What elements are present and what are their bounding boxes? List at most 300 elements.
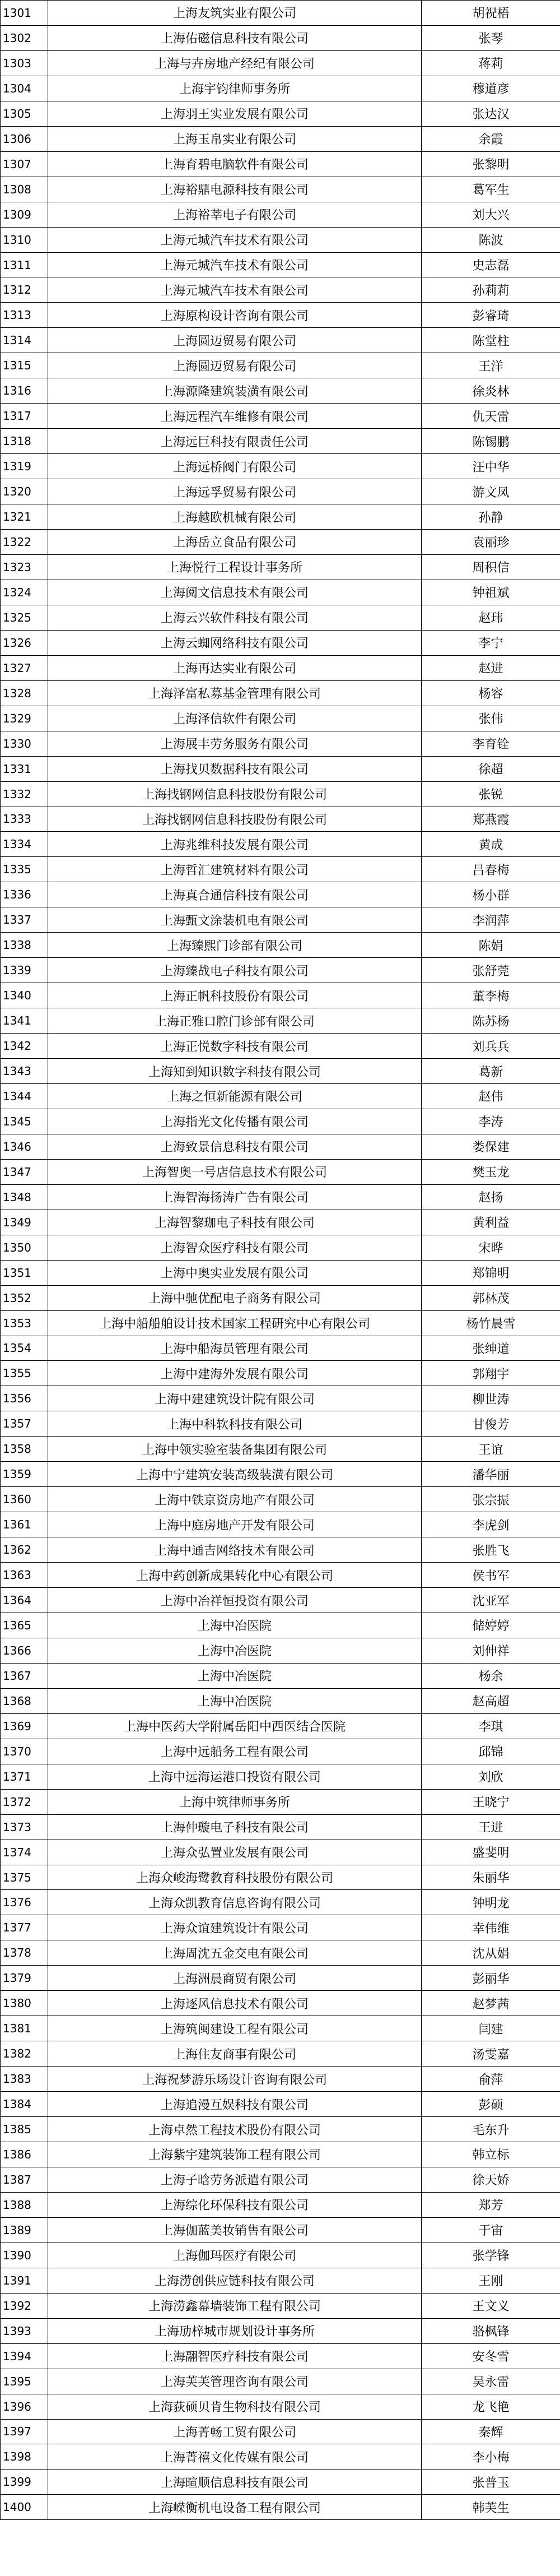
person-name-cell: 龙飞艳	[422, 2394, 560, 2419]
person-name-cell: 娄保建	[422, 1134, 560, 1159]
row-number-cell: 1351	[1, 1260, 48, 1285]
table-row	[1, 832, 560, 857]
table-row	[1, 227, 560, 252]
row-number-cell: 1314	[1, 328, 48, 353]
table-row	[1, 655, 560, 680]
row-number-cell: 1336	[1, 882, 48, 907]
person-name-cell: 彭睿琦	[422, 303, 560, 328]
table-row	[1, 983, 560, 1008]
row-number-cell: 1396	[1, 2394, 48, 2419]
row-number-cell: 1380	[1, 1991, 48, 2016]
company-name-cell: 上海再达实业有限公司	[48, 655, 422, 680]
row-number-cell: 1388	[1, 2192, 48, 2217]
row-number-cell: 1360	[1, 1487, 48, 1512]
row-number-cell: 1368	[1, 1688, 48, 1713]
table-row	[1, 1638, 560, 1663]
row-number-cell: 1383	[1, 2067, 48, 2092]
company-name-cell: 上海涝创供应链科技有限公司	[48, 2268, 422, 2293]
person-name-cell: 储婷婷	[422, 1613, 560, 1638]
row-number-cell: 1303	[1, 50, 48, 76]
row-number-cell: 1389	[1, 2217, 48, 2243]
table-row	[1, 1, 560, 26]
person-name-cell: 黄成	[422, 832, 560, 857]
person-name-cell: 张黎明	[422, 151, 560, 177]
company-name-cell: 上海中宁建筑安装高级装潢有限公司	[48, 1462, 422, 1487]
table-row	[1, 1840, 560, 1865]
person-name-cell: 徐超	[422, 756, 560, 781]
person-name-cell: 杨余	[422, 1663, 560, 1688]
table-row	[1, 479, 560, 504]
person-name-cell: 葛军生	[422, 177, 560, 202]
table-row	[1, 680, 560, 706]
table-row	[1, 1260, 560, 1285]
row-number-cell: 1335	[1, 857, 48, 882]
row-number-cell: 1301	[1, 1, 48, 26]
person-name-cell: 闫建	[422, 2016, 560, 2041]
row-number-cell: 1309	[1, 202, 48, 227]
table-row	[1, 1764, 560, 1789]
person-name-cell: 葛新	[422, 1059, 560, 1084]
person-name-cell: 张普玉	[422, 2470, 560, 2495]
table-row	[1, 1688, 560, 1713]
table-row	[1, 2217, 560, 2243]
table-row	[1, 907, 560, 933]
table-row	[1, 177, 560, 202]
company-name-cell: 上海筑闽建设工程有限公司	[48, 2016, 422, 2041]
row-number-cell: 1325	[1, 605, 48, 630]
table-row	[1, 76, 560, 101]
person-name-cell: 陈苏杨	[422, 1008, 560, 1034]
row-number-cell: 1348	[1, 1184, 48, 1210]
person-name-cell: 沈从娟	[422, 1940, 560, 1966]
person-name-cell: 毛东升	[422, 2117, 560, 2142]
row-number-cell: 1374	[1, 1840, 48, 1865]
person-name-cell: 吕春梅	[422, 857, 560, 882]
company-name-cell: 上海知到知识数字科技有限公司	[48, 1059, 422, 1084]
person-name-cell: 胡祝梧	[422, 1, 560, 26]
row-number-cell: 1355	[1, 1361, 48, 1386]
row-number-cell: 1363	[1, 1563, 48, 1588]
row-number-cell: 1316	[1, 378, 48, 404]
person-name-cell: 甘俊芳	[422, 1411, 560, 1437]
company-name-cell: 上海仲璇电子科技有限公司	[48, 1814, 422, 1840]
person-name-cell: 秦辉	[422, 2419, 560, 2444]
row-number-cell: 1347	[1, 1159, 48, 1184]
person-name-cell: 史志磊	[422, 252, 560, 277]
company-name-cell: 上海原构设计咨询有限公司	[48, 303, 422, 328]
row-number-cell: 1397	[1, 2419, 48, 2444]
row-number-cell: 1400	[1, 2495, 48, 2520]
person-name-cell: 穆道彦	[422, 76, 560, 101]
company-name-cell: 上海之恒新能源有限公司	[48, 1083, 422, 1109]
company-name-cell: 上海越欧机械有限公司	[48, 504, 422, 530]
table-row	[1, 1663, 560, 1688]
row-number-cell: 1312	[1, 277, 48, 303]
table-row	[1, 1890, 560, 1915]
row-number-cell: 1341	[1, 1008, 48, 1034]
row-number-cell: 1323	[1, 554, 48, 580]
table-row	[1, 378, 560, 404]
row-number-cell: 1398	[1, 2444, 48, 2470]
company-name-cell: 上海中冶医院	[48, 1663, 422, 1688]
row-number-cell: 1373	[1, 1814, 48, 1840]
company-name-cell: 上海中通吉网络技术有限公司	[48, 1537, 422, 1563]
company-name-cell: 上海芙芙管理咨询有限公司	[48, 2369, 422, 2394]
table-row	[1, 2394, 560, 2419]
company-name-cell: 上海暄顺信息科技有限公司	[48, 2470, 422, 2495]
company-name-cell: 上海智海扬涛广告有限公司	[48, 1184, 422, 1210]
company-name-cell: 上海育碧电脑软件有限公司	[48, 151, 422, 177]
company-name-cell: 上海友筑实业有限公司	[48, 1, 422, 26]
company-name-cell: 上海甄文涂装机电有限公司	[48, 907, 422, 933]
row-number-cell: 1302	[1, 25, 48, 50]
company-name-cell: 上海真合通信科技有限公司	[48, 882, 422, 907]
table-row	[1, 1159, 560, 1184]
person-name-cell: 彭丽华	[422, 1966, 560, 1991]
table-row	[1, 1134, 560, 1159]
company-name-cell: 上海中驰优配电子商务有限公司	[48, 1285, 422, 1310]
person-name-cell: 赵梦茜	[422, 1991, 560, 2016]
company-name-cell: 上海逐风信息技术有限公司	[48, 1991, 422, 2016]
row-number-cell: 1356	[1, 1386, 48, 1411]
person-name-cell: 王刚	[422, 2268, 560, 2293]
row-number-cell: 1313	[1, 303, 48, 328]
company-name-cell: 上海菁禧文化传媒有限公司	[48, 2444, 422, 2470]
row-number-cell: 1338	[1, 933, 48, 958]
company-name-cell: 上海周沈五金交电有限公司	[48, 1940, 422, 1966]
company-name-cell: 上海展丰劳务服务有限公司	[48, 731, 422, 756]
row-number-cell: 1329	[1, 706, 48, 731]
person-name-cell: 柳世涛	[422, 1386, 560, 1411]
person-name-cell: 刘大兴	[422, 202, 560, 227]
person-name-cell: 张伟	[422, 706, 560, 731]
row-number-cell: 1324	[1, 580, 48, 605]
company-name-cell: 上海卓然工程技术股份有限公司	[48, 2117, 422, 2142]
row-number-cell: 1391	[1, 2268, 48, 2293]
company-name-cell: 上海致景信息科技有限公司	[48, 1134, 422, 1159]
row-number-cell: 1393	[1, 2318, 48, 2343]
person-name-cell: 安冬雪	[422, 2343, 560, 2369]
person-name-cell: 俞萍	[422, 2067, 560, 2092]
person-name-cell: 宋晔	[422, 1235, 560, 1260]
company-name-cell: 上海远巨科技有限责任公司	[48, 429, 422, 454]
company-name-cell: 上海中远船务工程有限公司	[48, 1739, 422, 1764]
company-name-cell: 上海荻硕贝肯生物科技有限公司	[48, 2394, 422, 2419]
company-name-cell: 上海中领实验室装备集团有限公司	[48, 1437, 422, 1462]
table-row	[1, 2444, 560, 2470]
company-name-cell: 上海中冶医院	[48, 1638, 422, 1663]
row-number-cell: 1394	[1, 2343, 48, 2369]
row-number-cell: 1357	[1, 1411, 48, 1437]
person-name-cell: 樊玉龙	[422, 1159, 560, 1184]
person-name-cell: 李虎剑	[422, 1512, 560, 1537]
company-name-cell: 上海洲晨商贸有限公司	[48, 1966, 422, 1991]
person-name-cell: 韩芙生	[422, 2495, 560, 2520]
row-number-cell: 1358	[1, 1437, 48, 1462]
person-name-cell: 潘华丽	[422, 1462, 560, 1487]
row-number-cell: 1308	[1, 177, 48, 202]
row-number-cell: 1369	[1, 1713, 48, 1739]
person-name-cell: 刘欣	[422, 1764, 560, 1789]
person-name-cell: 徐天娇	[422, 2167, 560, 2192]
row-number-cell: 1354	[1, 1336, 48, 1361]
table-row	[1, 1588, 560, 1613]
table-row	[1, 404, 560, 429]
person-name-cell: 袁丽珍	[422, 530, 560, 555]
company-name-cell: 上海中建建筑设计院有限公司	[48, 1386, 422, 1411]
company-name-cell: 上海悦行工程设计事务所	[48, 554, 422, 580]
company-name-cell: 上海圆迈贸易有限公司	[48, 353, 422, 378]
company-name-cell: 上海智黎珈电子科技有限公司	[48, 1210, 422, 1235]
company-name-cell: 上海找贝数据科技有限公司	[48, 756, 422, 781]
row-number-cell: 1386	[1, 2142, 48, 2167]
row-number-cell: 1340	[1, 983, 48, 1008]
company-name-cell: 上海中冶祥恒投资有限公司	[48, 1588, 422, 1613]
row-number-cell: 1304	[1, 76, 48, 101]
table-row	[1, 1739, 560, 1764]
company-name-cell: 上海泽信软件有限公司	[48, 706, 422, 731]
company-name-cell: 上海众峻海鹭教育科技股份有限公司	[48, 1865, 422, 1890]
company-name-cell: 上海中筑律师事务所	[48, 1789, 422, 1814]
row-number-cell: 1381	[1, 2016, 48, 2041]
table-row	[1, 580, 560, 605]
table-row	[1, 933, 560, 958]
person-name-cell: 孙静	[422, 504, 560, 530]
table-row	[1, 1487, 560, 1512]
company-name-cell: 上海阅文信息技术有限公司	[48, 580, 422, 605]
person-name-cell: 李宁	[422, 630, 560, 655]
company-name-cell: 上海中铁京资房地产有限公司	[48, 1487, 422, 1512]
person-name-cell: 李涛	[422, 1109, 560, 1134]
person-name-cell: 张舒莞	[422, 958, 560, 983]
company-name-cell: 上海圆迈贸易有限公司	[48, 328, 422, 353]
company-name-cell: 上海伽蓝美妆销售有限公司	[48, 2217, 422, 2243]
table-row	[1, 1083, 560, 1109]
row-number-cell: 1342	[1, 1034, 48, 1059]
table-row	[1, 2016, 560, 2041]
row-number-cell: 1318	[1, 429, 48, 454]
person-name-cell: 张琴	[422, 25, 560, 50]
row-number-cell: 1372	[1, 1789, 48, 1814]
row-number-cell: 1339	[1, 958, 48, 983]
row-number-cell: 1307	[1, 151, 48, 177]
row-number-cell: 1311	[1, 252, 48, 277]
table-row	[1, 2192, 560, 2217]
row-number-cell: 1376	[1, 1890, 48, 1915]
row-number-cell: 1375	[1, 1865, 48, 1890]
person-name-cell: 赵扬	[422, 1184, 560, 1210]
table-row	[1, 1386, 560, 1411]
person-name-cell: 张绅道	[422, 1336, 560, 1361]
company-name-cell: 上海智奥一号店信息技术有限公司	[48, 1159, 422, 1184]
table-row	[1, 2243, 560, 2268]
person-name-cell: 李育铨	[422, 731, 560, 756]
person-name-cell: 张达汉	[422, 101, 560, 126]
table-row	[1, 2495, 560, 2520]
row-number-cell: 1379	[1, 1966, 48, 1991]
person-name-cell: 陈娟	[422, 933, 560, 958]
person-name-cell: 韩立标	[422, 2142, 560, 2167]
row-number-cell: 1399	[1, 2470, 48, 2495]
person-name-cell: 汤雯嘉	[422, 2041, 560, 2067]
company-name-cell: 上海中船海员管理有限公司	[48, 1336, 422, 1361]
table-row	[1, 2293, 560, 2318]
row-number-cell: 1359	[1, 1462, 48, 1487]
table-row	[1, 1235, 560, 1260]
company-name-cell: 上海羽王实业发展有限公司	[48, 101, 422, 126]
table-row	[1, 2067, 560, 2092]
company-name-cell: 上海中奥实业发展有限公司	[48, 1260, 422, 1285]
person-name-cell: 李润萍	[422, 907, 560, 933]
table-row	[1, 429, 560, 454]
table-row	[1, 2419, 560, 2444]
table-row	[1, 1462, 560, 1487]
row-number-cell: 1390	[1, 2243, 48, 2268]
row-number-cell: 1387	[1, 2167, 48, 2192]
table-row	[1, 504, 560, 530]
row-number-cell: 1317	[1, 404, 48, 429]
table-row	[1, 126, 560, 151]
table-row	[1, 2318, 560, 2343]
row-number-cell: 1350	[1, 1235, 48, 1260]
company-name-cell: 上海云兴软件科技有限公司	[48, 605, 422, 630]
company-name-cell: 上海兆维科技发展有限公司	[48, 832, 422, 857]
company-name-cell: 上海智众医疗科技有限公司	[48, 1235, 422, 1260]
table-row	[1, 530, 560, 555]
person-name-cell: 钟明龙	[422, 1890, 560, 1915]
row-number-cell: 1361	[1, 1512, 48, 1537]
table-row	[1, 1059, 560, 1084]
table-row	[1, 1865, 560, 1890]
person-name-cell: 郑芳	[422, 2192, 560, 2217]
company-name-cell: 上海中远海运港口投资有限公司	[48, 1764, 422, 1789]
company-name-cell: 上海祝梦游乐场设计咨询有限公司	[48, 2067, 422, 2092]
table-row	[1, 1915, 560, 1940]
person-name-cell: 刘伸祥	[422, 1638, 560, 1663]
row-number-cell: 1365	[1, 1613, 48, 1638]
person-name-cell: 赵伟	[422, 1083, 560, 1109]
person-name-cell: 幸伟维	[422, 1915, 560, 1940]
table-row	[1, 1940, 560, 1966]
person-name-cell: 郭林茂	[422, 1285, 560, 1310]
row-number-cell: 1332	[1, 781, 48, 807]
table-row	[1, 807, 560, 832]
row-number-cell: 1362	[1, 1537, 48, 1563]
table-row	[1, 202, 560, 227]
row-number-cell: 1319	[1, 454, 48, 479]
person-name-cell: 徐炎林	[422, 378, 560, 404]
company-name-cell: 上海中科软科技有限公司	[48, 1411, 422, 1437]
person-name-cell: 游文凤	[422, 479, 560, 504]
person-name-cell: 邱锦	[422, 1739, 560, 1764]
table-row	[1, 1034, 560, 1059]
person-name-cell: 骆枫锋	[422, 2318, 560, 2343]
person-name-cell: 王晓宁	[422, 1789, 560, 1814]
company-name-cell: 上海嵘衡机电设备工程有限公司	[48, 2495, 422, 2520]
company-name-cell: 上海元城汽车技术有限公司	[48, 277, 422, 303]
table-row	[1, 277, 560, 303]
row-number-cell: 1384	[1, 2092, 48, 2117]
table-row	[1, 303, 560, 328]
table-row	[1, 2092, 560, 2117]
company-name-cell: 上海翮智医疗科技有限公司	[48, 2343, 422, 2369]
table-row	[1, 1991, 560, 2016]
row-number-cell: 1333	[1, 807, 48, 832]
person-name-cell: 于宙	[422, 2217, 560, 2243]
person-name-cell: 杨竹晨雪	[422, 1310, 560, 1336]
row-number-cell: 1343	[1, 1059, 48, 1084]
person-name-cell: 陈锡鹏	[422, 429, 560, 454]
company-name-cell: 上海中冶医院	[48, 1688, 422, 1713]
row-number-cell: 1377	[1, 1915, 48, 1940]
company-name-cell: 上海子晗劳务派遣有限公司	[48, 2167, 422, 2192]
person-name-cell: 王文义	[422, 2293, 560, 2318]
table-row	[1, 2117, 560, 2142]
row-number-cell: 1310	[1, 227, 48, 252]
company-name-cell: 上海泽富私募基金管理有限公司	[48, 680, 422, 706]
table-row	[1, 1109, 560, 1134]
row-number-cell: 1367	[1, 1663, 48, 1688]
person-name-cell: 朱丽华	[422, 1865, 560, 1890]
company-name-cell: 上海中建海外发展有限公司	[48, 1361, 422, 1386]
company-name-cell: 上海中庭房地产开发有限公司	[48, 1512, 422, 1537]
company-name-cell: 上海中医药大学附属岳阳中西医结合医院	[48, 1713, 422, 1739]
table-row	[1, 1411, 560, 1437]
row-number-cell: 1385	[1, 2117, 48, 2142]
person-name-cell: 赵玮	[422, 605, 560, 630]
person-name-cell: 盛斐明	[422, 1840, 560, 1865]
company-name-cell: 上海伽玛医疗有限公司	[48, 2243, 422, 2268]
person-name-cell: 孙莉莉	[422, 277, 560, 303]
row-number-cell: 1315	[1, 353, 48, 378]
row-number-cell: 1326	[1, 630, 48, 655]
table-row	[1, 1361, 560, 1386]
row-number-cell: 1305	[1, 101, 48, 126]
company-name-cell: 上海裕莘电子有限公司	[48, 202, 422, 227]
company-name-cell: 上海找钢网信息科技股份有限公司	[48, 807, 422, 832]
table-row	[1, 1285, 560, 1310]
table-row	[1, 1966, 560, 1991]
person-name-cell: 彭硕	[422, 2092, 560, 2117]
company-name-cell: 上海哲汇建筑材料有限公司	[48, 857, 422, 882]
row-number-cell: 1349	[1, 1210, 48, 1235]
company-name-cell: 上海正悦数字科技有限公司	[48, 1034, 422, 1059]
person-name-cell: 吴永雷	[422, 2369, 560, 2394]
person-name-cell: 杨小群	[422, 882, 560, 907]
row-number-cell: 1328	[1, 680, 48, 706]
person-name-cell: 沈亚军	[422, 1588, 560, 1613]
company-name-cell: 上海佑磁信息科技有限公司	[48, 25, 422, 50]
person-name-cell: 郑锦明	[422, 1260, 560, 1285]
table-row	[1, 1310, 560, 1336]
row-number-cell: 1330	[1, 731, 48, 756]
table-row	[1, 630, 560, 655]
person-name-cell: 李小梅	[422, 2444, 560, 2470]
person-name-cell: 杨容	[422, 680, 560, 706]
table-row	[1, 1210, 560, 1235]
table-row	[1, 454, 560, 479]
person-name-cell: 张宗振	[422, 1487, 560, 1512]
person-name-cell: 张胜飞	[422, 1537, 560, 1563]
row-number-cell: 1371	[1, 1764, 48, 1789]
row-number-cell: 1366	[1, 1638, 48, 1663]
person-name-cell: 郑燕霞	[422, 807, 560, 832]
records-table-body	[1, 1, 560, 2520]
person-name-cell: 董李梅	[422, 983, 560, 1008]
company-name-cell: 上海中冶医院	[48, 1613, 422, 1638]
company-name-cell: 上海综化环保科技有限公司	[48, 2192, 422, 2217]
table-row	[1, 1336, 560, 1361]
